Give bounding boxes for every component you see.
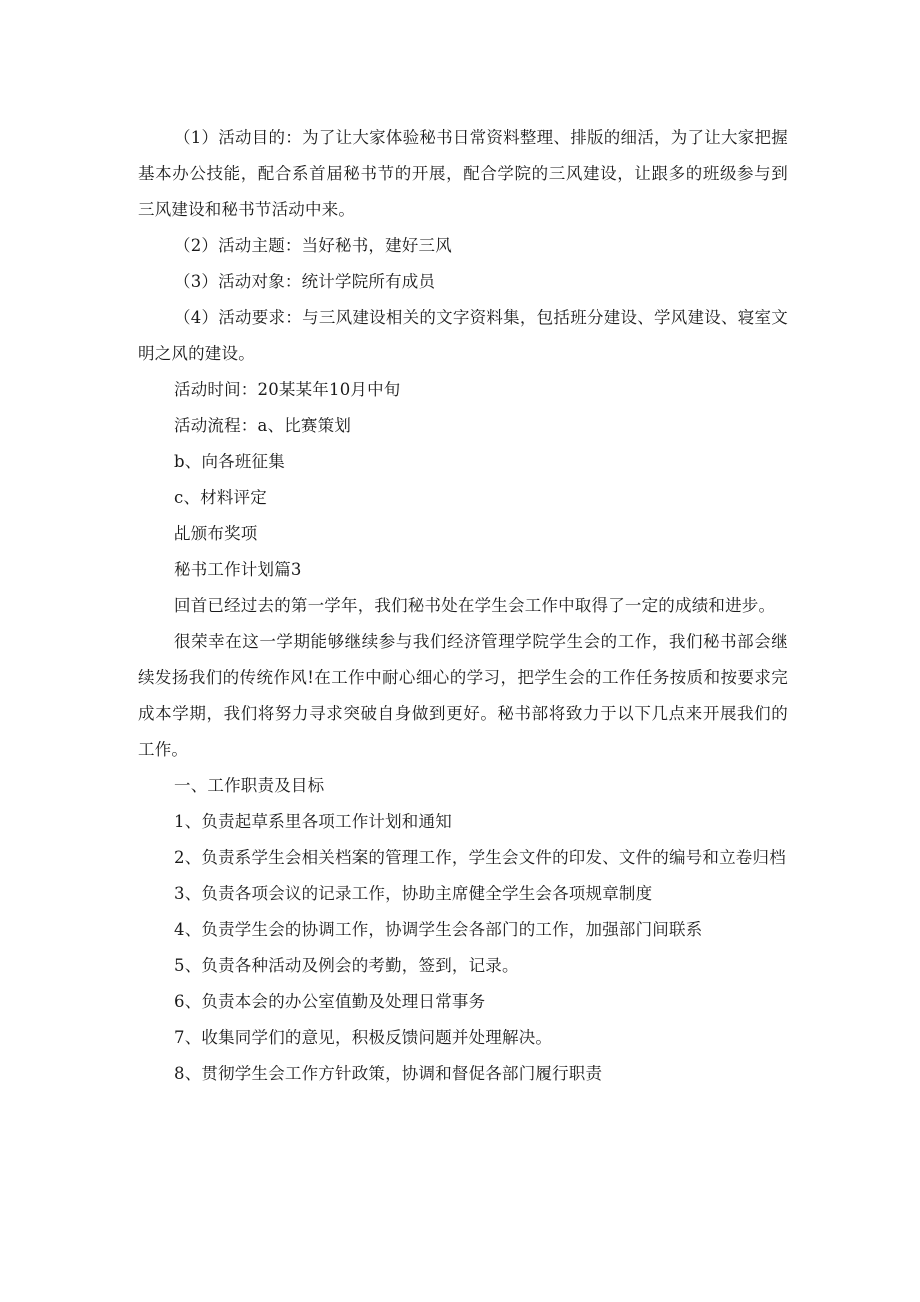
- list-item-duty-7: 7、收集同学们的意见，积极反馈问题并处理解决。: [174, 1028, 553, 1047]
- document-body: [138, 120, 788, 1092]
- paragraph-activity-purpose: （1）活动目的：为了让大家体验秘书日常资料整理、排版的细活，为了让大家把握基本办公技能，配合系首届秘书节的开展，配合学院的三风建设，让跟多的班级参与到三风建设和秘书节活动中来。: [138, 128, 788, 219]
- list-item-duty-1: 1、负责起草系里各项工作计划和通知: [174, 812, 452, 831]
- paragraph-process-d: 乩颁布奖项: [174, 524, 258, 543]
- paragraph-activity-time: 活动时间：20某某年10月中旬: [174, 380, 401, 399]
- paragraph-activity-requirements: （4）活动要求：与三风建设相关的文字资料集，包括班分建设、学风建设、寝室文明之风的建设。: [138, 308, 788, 363]
- list-item-duty-4: 4、负责学生会的协调工作，协调学生会各部门的工作，加强部门间联系: [174, 920, 703, 939]
- paragraph-process-c: c、材料评定: [174, 488, 267, 507]
- list-item-duty-6: 6、负责本会的办公室值勤及处理日常事务: [174, 992, 486, 1011]
- paragraph-activity-theme: （2）活动主题：当好秘书，建好三风: [174, 236, 452, 255]
- subheading-duties: 一、工作职责及目标: [174, 776, 325, 795]
- list-item-duty-5: 5、负责各种活动及例会的考勤，签到，记录。: [174, 956, 519, 975]
- section-heading-plan-3: 秘书工作计划篇3: [174, 560, 302, 579]
- paragraph-activity-target: （3）活动对象：统计学院所有成员: [174, 272, 436, 291]
- list-item-duty-3: 3、负责各项会议的记录工作，协助主席健全学生会各项规章制度: [174, 884, 653, 903]
- paragraph-intro: 很荣幸在这一学期能够继续参与我们经济管理学院学生会的工作，我们秘书部会继续发扬我们的传统作风!在工作中耐心细心的学习，把学生会的工作任务按质和按要求完成本学期，我们将努力寻求突破自身做到更好。秘书部将致力于以下几点来开展我们的工作。: [138, 632, 788, 759]
- list-item-duty-2: 2、负责系学生会相关档案的管理工作，学生会文件的印发、文件的编号和立卷归档: [174, 848, 786, 867]
- paragraph-activity-process: 活动流程：a、比赛策划: [174, 416, 352, 435]
- paragraph-review: 回首已经过去的第一学年，我们秘书处在学生会工作中取得了一定的成绩和进步。: [174, 596, 776, 615]
- list-item-duty-8: 8、贯彻学生会工作方针政策，协调和督促各部门履行职责: [174, 1064, 603, 1083]
- paragraph-process-b: b、向各班征集: [174, 452, 285, 471]
